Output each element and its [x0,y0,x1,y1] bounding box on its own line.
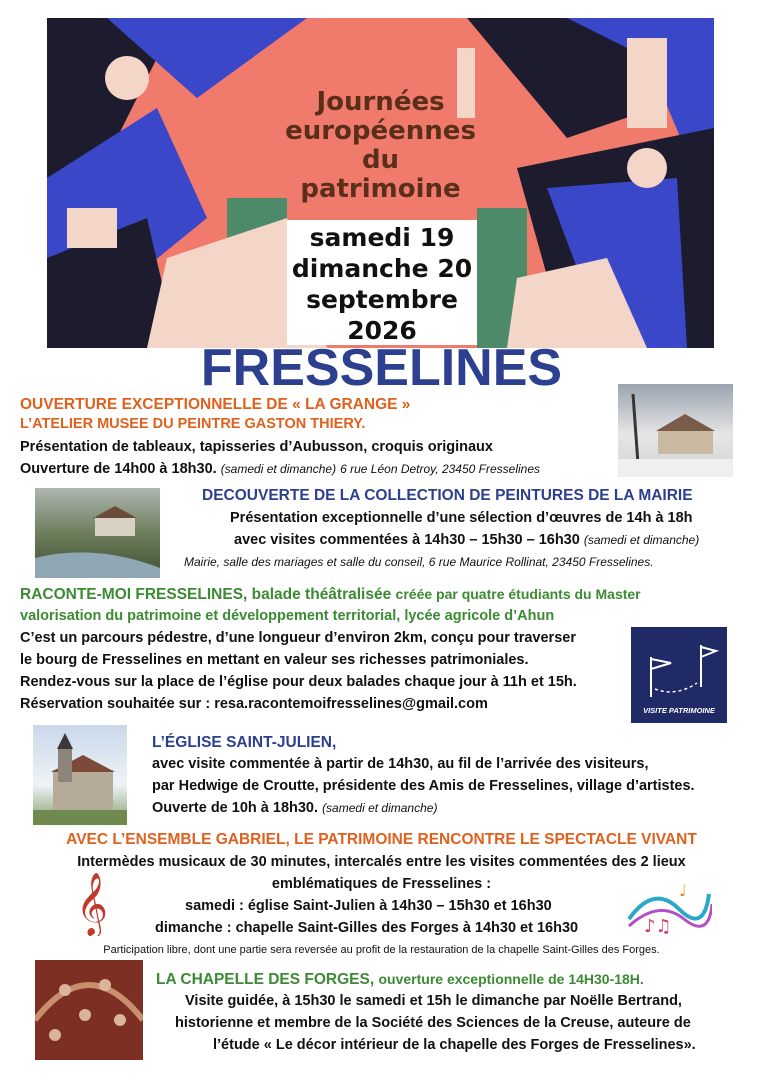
mairie-title: DECOUVERTE DE LA COLLECTION DE PEINTURES DE LA MAIRIE [202,487,693,504]
event-dates [287,220,477,345]
grange-hours-note: (samedi et dimanche) [220,462,337,476]
chapelle-line: historienne et membre de la Société des Sciences de la Creuse, auteure de [175,1015,691,1031]
grange-subtitle: L’ATELIER MUSEE DU PEINTRE GASTON THIERY. [20,416,366,432]
chapelle-line: Visite guidée, à 15h30 le samedi et 15h le dimanche par Noëlle Bertrand, [185,993,682,1009]
treble-clef-icon: 𝄞 [57,872,127,936]
grange-snow-painting-image [618,384,733,477]
gabriel-sunday: dimanche : chapelle Saint-Gilles des Forges à 14h30 et 16h30 [155,920,579,936]
date-line: 2026 [347,316,417,345]
chapelle-title [156,971,644,989]
date-line: samedi 19 [309,223,455,252]
chapelle-title-text: LA CHAPELLE DES FORGES, [156,971,375,988]
eglise-line: avec visite commentée à partir de 14h30, au fil de l’arrivée des visiteurs, [152,756,649,772]
grange-title: OUVERTURE EXCEPTIONNELLE DE « LA GRANGE » [20,396,411,413]
chapelle-line: l’étude « Le décor intérieur de la chapelle des Forges de Fresselines». [213,1037,696,1053]
mairie-visits-note: (samedi et dimanche) [583,533,700,547]
event-name-line: du [361,145,400,175]
eglise-line: par Hedwige de Croutte, présidente des Amis de Fresselines, village d’artistes. [152,778,695,794]
raconte-subtitle: valorisation du patrimoine et développement territorial, lycée agricole d’Ahun [20,608,555,624]
raconte-title-tail: créée par quatre étudiants du Master [395,586,641,602]
mairie-address: Mairie, salle des mariages et salle du conseil, 6 rue Maurice Rollinat, 23450 Fresselines. [184,555,654,569]
grange-hours [20,461,540,477]
mairie-painting-image [35,488,160,578]
raconte-title [20,586,641,604]
eglise-hours-note: (samedi et dimanche) [322,801,438,815]
gabriel-line: emblématiques de Fresselines : [271,876,492,892]
visite-patrimoine-logo [631,627,727,723]
grange-hours-text: Ouverture de 14h00 à 18h30. [20,461,217,477]
logo-caption: VISITE PATRIMOINE [643,706,715,715]
chapelle-ceiling-photo [35,960,143,1060]
event-name [47,88,714,204]
event-name-line: patrimoine [300,174,461,204]
grange-address: 6 rue Léon Detroy, 23450 Fresselines [340,462,541,476]
raconte-line: C’est un parcours pédestre, d’une longueur d’environ 2km, conçu pour traverser [20,630,576,646]
mairie-visits-text: avec visites commentées à 14h30 – 15h30 – 16h30 [234,532,580,548]
svg-text:♩: ♩ [679,881,687,900]
raconte-line: le bourg de Fresselines en mettant en valeur ses richesses patrimoniales. [20,652,529,668]
event-name-line: Journées [316,87,445,117]
svg-text:♪♫: ♪♫ [644,916,672,937]
eglise-hours [152,800,437,816]
eglise-hours-text: Ouverte de 10h à 18h30. [152,800,319,816]
eglise-photo [33,725,127,825]
raconte-line: Rendez-vous sur la place de l’église pour deux balades chaque jour à 11h et 15h. [20,674,577,690]
date-line: dimanche 20 [291,254,473,283]
raconte-reservation: Réservation souhaitée sur : resa.racontemoifresselines@gmail.com [20,696,488,712]
mairie-description: Présentation exceptionnelle d’une sélection d’œuvres de 14h à 18h [230,510,693,526]
gabriel-saturday: samedi : église Saint-Julien à 14h30 – 15h30 et 16h30 [185,898,552,914]
chapelle-title-tail: ouverture exceptionnelle de 14H30-18H. [378,971,644,987]
town-title: FRESSELINES [200,339,563,397]
raconte-title-text: RACONTE-MOI FRESSELINES, balade théâtralisée [20,586,392,603]
eglise-title: L’ÉGLISE SAINT-JULIEN, [152,734,337,751]
date-line: septembre [306,285,458,314]
gabriel-title: AVEC L’ENSEMBLE GABRIEL, LE PATRIMOINE RENCONTRE LE SPECTACLE VIVANT [66,831,697,848]
mairie-visits [234,532,699,548]
event-name-line: européennes [285,116,476,146]
gabriel-line: Intermèdes musicaux de 30 minutes, intercalés entre les visites commentées des 2 lieux [77,854,686,870]
gabriel-note: Participation libre, dont une partie sera reversée au profit de la restauration de la chapelle Saint-Gilles des Forges. [103,944,660,956]
music-notes-icon [624,874,712,938]
grange-description: Présentation de tableaux, tapisseries d’Aubusson, croquis originaux [20,439,493,455]
